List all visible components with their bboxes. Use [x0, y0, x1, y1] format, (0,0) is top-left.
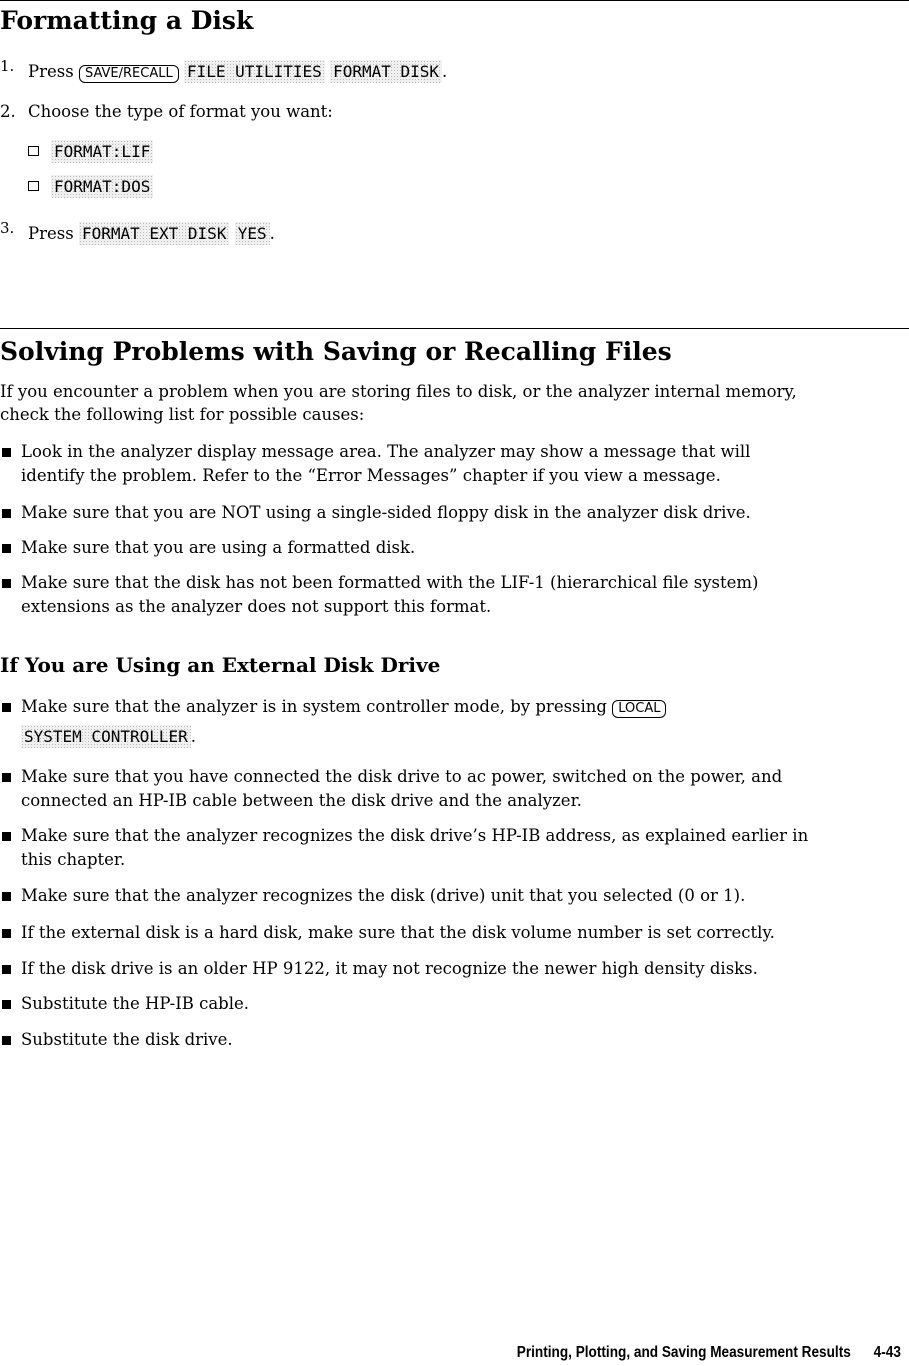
bullet-text: Make sure that you have connected the disk drive to ac power, switched on the power, and [21, 767, 783, 786]
heading-solving-problems: Solving Problems with Saving or Recalling Files [0, 337, 672, 366]
section-rule [0, 328, 909, 329]
step-text: Press [28, 224, 74, 243]
format-ext-disk-softkey[interactable]: FORMAT EXT DISK [79, 222, 230, 245]
bullet-text: Make sure that the analyzer recognizes the disk (drive) unit that you selected (0 or 1). [21, 886, 746, 905]
option-dos [0, 175, 153, 199]
save-recall-hardkey[interactable]: SAVE/RECALL [79, 65, 179, 83]
bullet-text: Make sure that the analyzer recognizes the disk drive’s HP-IB address, as explained earlier in [21, 826, 809, 845]
bullet-icon [2, 448, 11, 457]
bullet-icon [2, 832, 11, 841]
bullet-icon [2, 579, 11, 588]
step-text: Press [28, 62, 74, 81]
page-number: 4-43 [873, 1344, 901, 1361]
bullet-text: If the disk drive is an older HP 9122, it may not recognize the newer high density disks. [21, 959, 758, 978]
format-dos-softkey[interactable]: FORMAT:DOS [51, 175, 153, 198]
system-controller-softkey[interactable]: SYSTEM CONTROLLER [21, 725, 191, 748]
step-3 [0, 219, 275, 246]
bullet-icon [2, 929, 11, 938]
format-disk-softkey[interactable]: FORMAT DISK [330, 60, 442, 83]
bullet-icon [2, 773, 11, 782]
bullet-icon [2, 544, 11, 553]
bullet-text: Make sure that the disk has not been formatted with the LIF-1 (hierarchical file system) [21, 573, 759, 592]
top-rule [0, 0, 909, 1]
bullet-text: Substitute the HP-IB cable. [21, 994, 250, 1013]
bullet-text: If the external disk is a hard disk, make sure that the disk volume number is set correctly. [21, 923, 775, 942]
page-footer [517, 1344, 901, 1362]
bullet-icon [2, 892, 11, 901]
punct: . [190, 727, 197, 746]
bullet-text: Make sure that the analyzer is in system controller mode, by pressing [21, 697, 607, 716]
bullet-icon [2, 965, 11, 974]
checkbox-icon [28, 146, 39, 156]
intro-line: check the following list for possible causes: [0, 405, 365, 424]
bullet-text: Make sure that you are using a formatted disk. [21, 538, 416, 557]
bullet-text: Substitute the disk drive. [21, 1030, 233, 1049]
intro-line: If you encounter a problem when you are storing files to disk, or the analyzer internal memory, [0, 382, 797, 401]
bullet-text: Look in the analyzer display message area. The analyzer may show a message that will [21, 442, 751, 461]
heading-formatting-disk: Formatting a Disk [0, 6, 254, 35]
step-1 [0, 57, 448, 84]
yes-softkey[interactable]: YES [235, 222, 270, 245]
footer-chapter: Printing, Plotting, and Saving Measurement Results [516, 1344, 851, 1361]
option-lif [0, 140, 153, 164]
bullet-icon [2, 509, 11, 518]
bullet-icon [2, 1036, 11, 1045]
step-number: 2. [0, 102, 16, 121]
local-hardkey[interactable]: LOCAL [612, 700, 666, 718]
heading-external-disk: If You are Using an External Disk Drive [0, 653, 441, 677]
bullet-text: Make sure that you are NOT using a single-sided floppy disk in the analyzer disk drive. [21, 503, 751, 522]
bullet-text: connected an HP-IB cable between the disk drive and the analyzer. [21, 791, 582, 810]
step-2 [0, 100, 333, 124]
bullet-text: identify the problem. Refer to the “Error Messages” chapter if you view a message. [21, 466, 721, 485]
punct: . [269, 224, 275, 243]
punct: . [442, 62, 448, 81]
bullet-icon [2, 703, 11, 712]
bullet-text: this chapter. [21, 850, 126, 869]
format-lif-softkey[interactable]: FORMAT:LIF [51, 140, 153, 163]
step-number: 3. [0, 219, 15, 237]
step-text: Choose the type of format you want: [28, 102, 333, 121]
step-number: 1. [0, 57, 15, 75]
bullet-item [0, 695, 909, 746]
bullet-icon [2, 1000, 11, 1009]
bullet-text: extensions as the analyzer does not support this format. [21, 597, 492, 616]
checkbox-icon [28, 181, 39, 191]
file-utilities-softkey[interactable]: FILE UTILITIES [184, 60, 325, 83]
